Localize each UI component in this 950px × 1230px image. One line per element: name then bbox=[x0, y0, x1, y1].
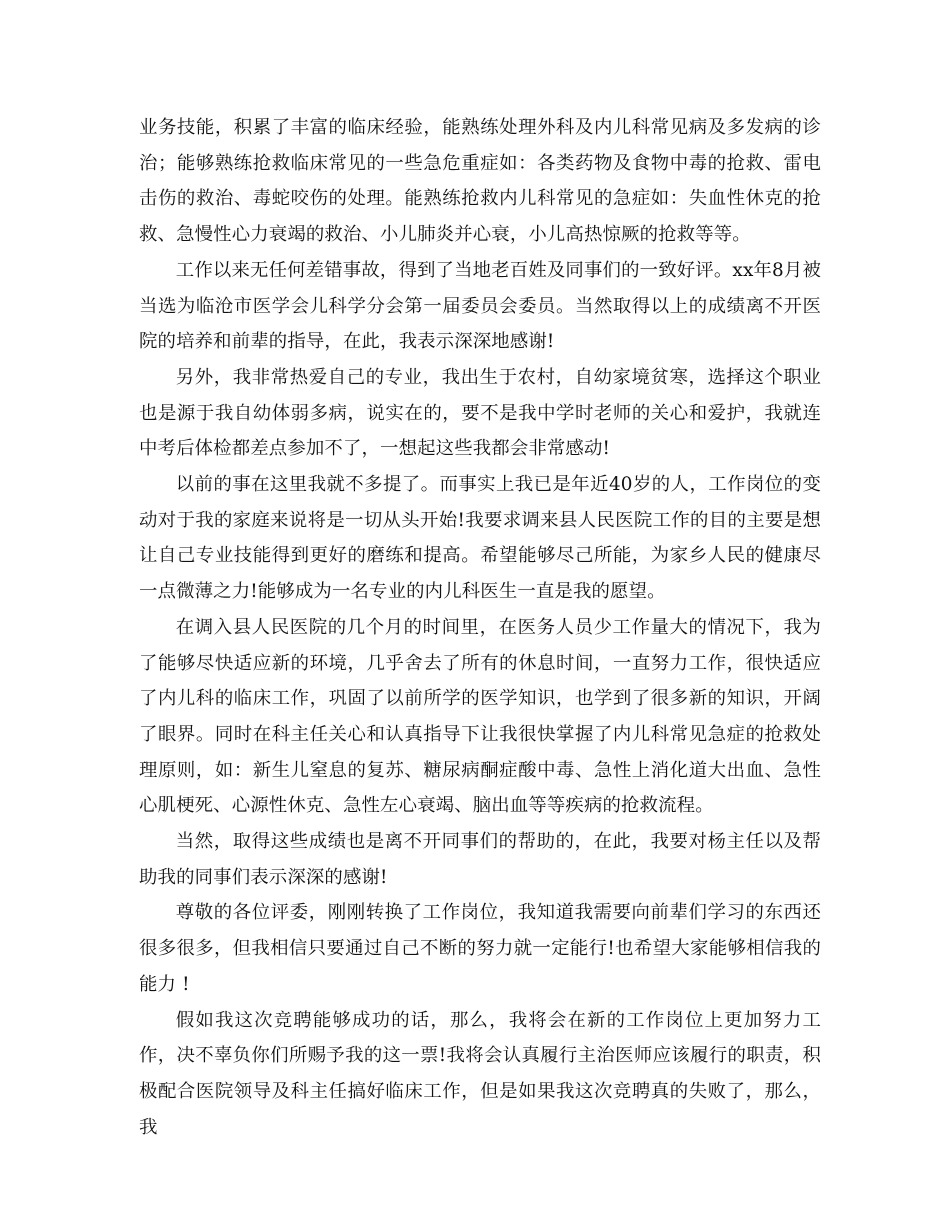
document-body bbox=[139, 110, 821, 1145]
paragraph-2: 工作以来无任何差错事故，得到了当地老百姓及同事们的一致好评。xx年8月被当选为临沧市医学会儿科学分会第一届委员会委员。当然取得以上的成绩离不开医院的培养和前辈的指导，在此，我表示深深地感谢! bbox=[139, 259, 821, 353]
paragraph-7: 尊敬的各位评委，刚刚转换了工作岗位，我知道我需要向前辈们学习的东西还很多很多，但我相信只要通过自己不断的努力就一定能行!也希望大家能够相信我的能力 ! bbox=[139, 902, 821, 995]
paragraph-4: 以前的事在这里我就不多提了。而事实上我已是年近40岁的人，工作岗位的变动对于我的家庭来说将是一切从头开始!我要求调来县人民医院工作的目的主要是想让自己专业技能得到更好的磨练和提高。希望能够尽己所能，为家乡人民的健康尽一点微薄之力!能够成为一名专业的内儿科医生一直是我的愿望。 bbox=[139, 474, 821, 603]
paragraph-3: 另外，我非常热爱自己的专业，我出生于农村，自幼家境贫寒，选择这个职业也是源于我自幼体弱多病，说实在的，要不是我中学时老师的关心和爱护，我就连中考后体检都差点参加不了，一想起这些我都会非常感动! bbox=[139, 366, 821, 460]
paragraph-5: 在调入县人民医院的几个月的时间里，在医务人员少工作量大的情况下，我为了能够尽快适应新的环境，几乎舍去了所有的休息时间，一直努力工作，很快适应了内儿科的临床工作，巩固了以前所学的医学知识，也学到了很多新的知识，开阔了眼界。同时在科主任关心和认真指导下让我很快掌握了内儿科常见急症的抢救处理原则，如：新生儿窒息的复苏、糖尿病酮症酸中毒、急性上消化道大出血、急性心肌梗死、心源性休克、急性左心衰竭、脑出血等等疾病的抢救流程。 bbox=[139, 616, 821, 817]
paragraph-8: 假如我这次竞聘能够成功的话，那么，我将会在新的工作岗位上更加努力工作，决不辜负你们所赐予我的这一票!我将会认真履行主治医师应该履行的职责，积极配合医院领导及科主任搞好临床工作，但是如果我这次竞聘真的失败了，那么，我 bbox=[139, 1009, 821, 1138]
paragraph-1: 业务技能，积累了丰富的临床经验，能熟练处理外科及内儿科常见病及多发病的诊治；能够熟练抢救临床常见的一些急危重症如：各类药物及食物中毒的抢救、雷电击伤的救治、毒蛇咬伤的处理。能熟练抢救内儿科常见的急症如：失血性休克的抢救、急慢性心力衰竭的救治、小儿肺炎并心衰，小儿高热惊厥的抢救等等。 bbox=[139, 117, 821, 246]
paragraph-6: 当然，取得这些成绩也是离不开同事们的帮助的，在此，我要对杨主任以及帮助我的同事们表示深深的感谢! bbox=[139, 831, 821, 888]
